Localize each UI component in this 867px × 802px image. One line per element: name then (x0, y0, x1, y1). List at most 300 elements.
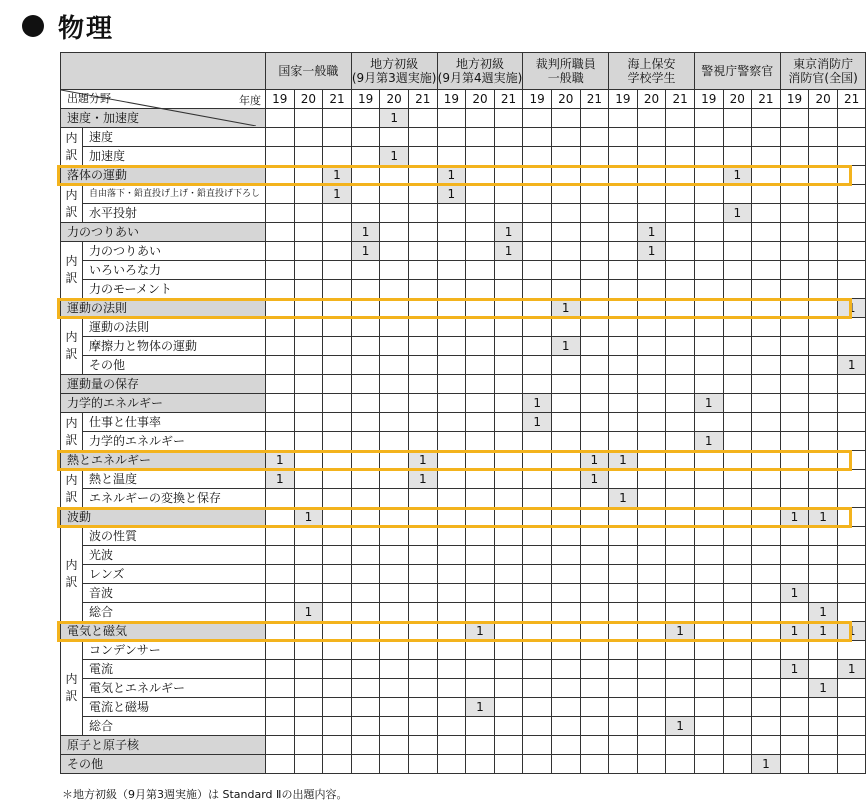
count-cell (752, 622, 781, 641)
count-cell (580, 698, 609, 717)
count-cell (580, 489, 609, 508)
count-cell (323, 603, 352, 622)
count-cell (466, 394, 495, 413)
count-cell (437, 432, 466, 451)
count-cell: 1 (637, 242, 666, 261)
count-cell (551, 527, 580, 546)
count-cell (523, 717, 552, 736)
count-cell (580, 413, 609, 432)
count-cell (408, 299, 437, 318)
count-cell: 1 (266, 470, 295, 489)
count-cell (723, 698, 752, 717)
count-cell (466, 565, 495, 584)
sub-category-label (83, 356, 266, 375)
breakdown-label: 内訳 (61, 413, 83, 451)
count-cell (723, 546, 752, 565)
count-cell (408, 147, 437, 166)
count-cell (580, 622, 609, 641)
count-cell (580, 147, 609, 166)
count-cell (609, 109, 638, 128)
count-cell (351, 736, 380, 755)
count-cell: 1 (523, 413, 552, 432)
count-cell (637, 147, 666, 166)
count-cell (780, 565, 809, 584)
year-header: 20 (294, 90, 323, 109)
count-cell (523, 375, 552, 394)
count-cell (637, 261, 666, 280)
count-cell (723, 755, 752, 774)
count-cell (523, 508, 552, 527)
count-cell (551, 546, 580, 565)
count-cell (266, 204, 295, 223)
count-cell (466, 527, 495, 546)
count-cell (294, 318, 323, 337)
count-cell: 1 (780, 660, 809, 679)
count-cell (723, 451, 752, 470)
count-cell (837, 242, 866, 261)
count-cell (780, 603, 809, 622)
count-cell (351, 508, 380, 527)
count-cell (523, 318, 552, 337)
table-row (61, 280, 866, 299)
count-cell (266, 185, 295, 204)
table-row (61, 508, 866, 527)
count-cell (380, 299, 409, 318)
count-cell (437, 204, 466, 223)
count-cell (780, 698, 809, 717)
count-cell (408, 337, 437, 356)
count-cell (266, 679, 295, 698)
count-cell (580, 185, 609, 204)
count-cell (408, 565, 437, 584)
count-cell (266, 527, 295, 546)
count-cell (408, 717, 437, 736)
count-cell (351, 584, 380, 603)
count-cell (523, 356, 552, 375)
row-label: 電気とエネルギー (89, 680, 186, 695)
count-cell (523, 280, 552, 299)
count-cell (408, 109, 437, 128)
count-cell (723, 223, 752, 242)
count-cell (637, 698, 666, 717)
count-cell (551, 166, 580, 185)
main-category-label (61, 166, 266, 185)
count-cell (694, 508, 723, 527)
count-cell (437, 755, 466, 774)
sub-category-label (83, 603, 266, 622)
count-cell (551, 242, 580, 261)
count-cell (780, 375, 809, 394)
count-cell (809, 717, 838, 736)
count-cell (408, 641, 437, 660)
count-cell (580, 546, 609, 565)
count-cell (408, 128, 437, 147)
count-cell (609, 546, 638, 565)
table-row (61, 432, 866, 451)
count-cell (466, 356, 495, 375)
count-cell (752, 736, 781, 755)
count-cell (580, 603, 609, 622)
breakdown-label: 内訳 (61, 641, 83, 736)
count-cell (694, 698, 723, 717)
count-cell (580, 717, 609, 736)
main-category-label (61, 299, 266, 318)
header-group-line2: 一般職 (547, 71, 584, 85)
count-cell (494, 755, 523, 774)
main-category-label (61, 736, 266, 755)
count-cell (609, 318, 638, 337)
count-cell: 1 (294, 508, 323, 527)
count-cell (408, 223, 437, 242)
count-cell (809, 565, 838, 584)
count-cell (380, 128, 409, 147)
count-cell (494, 128, 523, 147)
count-cell (723, 109, 752, 128)
count-cell (466, 299, 495, 318)
row-label: 速度 (89, 129, 114, 144)
count-cell (266, 375, 295, 394)
count-cell (380, 261, 409, 280)
count-cell (694, 603, 723, 622)
count-cell (380, 337, 409, 356)
count-cell (637, 109, 666, 128)
header-year-row (61, 90, 866, 109)
count-cell (694, 641, 723, 660)
breakdown-label: 内訳 (61, 527, 83, 622)
row-label: 運動の法則 (89, 319, 150, 334)
count-cell (694, 736, 723, 755)
count-cell (294, 128, 323, 147)
count-cell (437, 565, 466, 584)
count-cell (551, 128, 580, 147)
count-cell (637, 394, 666, 413)
header-diagonal-cell (61, 90, 266, 109)
count-cell (351, 755, 380, 774)
breakdown-label: 内訳 (61, 128, 83, 166)
count-cell (609, 223, 638, 242)
year-header: 19 (437, 90, 466, 109)
count-cell (580, 565, 609, 584)
count-cell (666, 375, 695, 394)
count-cell (494, 356, 523, 375)
year-header: 19 (609, 90, 638, 109)
count-cell (494, 470, 523, 489)
count-cell (752, 413, 781, 432)
count-cell (466, 679, 495, 698)
count-cell (752, 565, 781, 584)
count-cell (637, 527, 666, 546)
count-cell (437, 736, 466, 755)
count-cell (523, 166, 552, 185)
table-row (61, 489, 866, 508)
count-cell (266, 565, 295, 584)
count-cell (752, 185, 781, 204)
count-cell (837, 755, 866, 774)
count-cell (723, 679, 752, 698)
count-cell (837, 280, 866, 299)
count-cell (266, 432, 295, 451)
count-cell (837, 736, 866, 755)
count-cell (323, 375, 352, 394)
count-cell (780, 204, 809, 223)
count-cell (294, 375, 323, 394)
row-label: 摩擦力と物体の運動 (89, 338, 198, 353)
count-cell: 1 (323, 166, 352, 185)
count-cell (809, 242, 838, 261)
count-cell (780, 451, 809, 470)
count-cell (666, 337, 695, 356)
count-cell (694, 128, 723, 147)
count-cell (437, 109, 466, 128)
count-cell (294, 717, 323, 736)
count-cell (494, 451, 523, 470)
count-cell (294, 736, 323, 755)
count-cell (294, 242, 323, 261)
count-cell (323, 527, 352, 546)
count-cell (837, 603, 866, 622)
table-row (61, 660, 866, 679)
count-cell (752, 470, 781, 489)
count-cell (637, 375, 666, 394)
count-cell (294, 489, 323, 508)
count-cell (837, 318, 866, 337)
bunya-label: 出題分野 (67, 92, 111, 105)
header-group-6 (780, 53, 866, 90)
count-cell (437, 128, 466, 147)
count-cell (694, 109, 723, 128)
count-cell (723, 375, 752, 394)
count-cell (408, 489, 437, 508)
count-cell (580, 299, 609, 318)
count-cell (609, 698, 638, 717)
count-cell (666, 299, 695, 318)
count-cell (551, 394, 580, 413)
count-cell (466, 242, 495, 261)
count-cell (694, 660, 723, 679)
year-header: 20 (551, 90, 580, 109)
count-cell (837, 147, 866, 166)
main-category-label (61, 375, 266, 394)
count-cell (551, 375, 580, 394)
count-cell (809, 698, 838, 717)
count-cell (494, 584, 523, 603)
count-cell (551, 641, 580, 660)
count-cell (666, 527, 695, 546)
count-cell (609, 128, 638, 147)
year-header: 19 (266, 90, 295, 109)
header-group-row (61, 53, 866, 90)
sub-category-label (83, 185, 266, 204)
count-cell (266, 223, 295, 242)
count-cell (294, 337, 323, 356)
year-header: 19 (351, 90, 380, 109)
count-cell (323, 394, 352, 413)
count-cell (837, 527, 866, 546)
count-cell (408, 432, 437, 451)
count-cell (437, 147, 466, 166)
count-cell (466, 717, 495, 736)
count-cell (609, 755, 638, 774)
count-cell (637, 413, 666, 432)
count-cell (494, 698, 523, 717)
count-cell (380, 622, 409, 641)
count-cell (351, 375, 380, 394)
count-cell: 1 (323, 185, 352, 204)
count-cell: 1 (294, 603, 323, 622)
count-cell (551, 717, 580, 736)
count-cell (523, 698, 552, 717)
count-cell (580, 432, 609, 451)
count-cell (351, 546, 380, 565)
count-cell (380, 394, 409, 413)
count-cell (408, 755, 437, 774)
count-cell (351, 109, 380, 128)
count-cell (351, 451, 380, 470)
count-cell (837, 128, 866, 147)
count-cell (780, 128, 809, 147)
count-cell (837, 413, 866, 432)
count-cell (609, 204, 638, 223)
count-cell (380, 280, 409, 299)
table-row (61, 679, 866, 698)
count-cell: 1 (380, 147, 409, 166)
count-cell (466, 318, 495, 337)
count-cell (780, 755, 809, 774)
header-group-line2: 消防官(全国) (788, 71, 858, 85)
count-cell: 1 (752, 755, 781, 774)
count-cell (551, 223, 580, 242)
count-cell (351, 641, 380, 660)
count-cell: 1 (837, 299, 866, 318)
count-cell (266, 622, 295, 641)
sub-category-label (83, 318, 266, 337)
header-group-4 (609, 53, 695, 90)
count-cell (580, 584, 609, 603)
count-cell (523, 470, 552, 489)
table-row (61, 736, 866, 755)
count-cell (837, 185, 866, 204)
count-cell (837, 470, 866, 489)
count-cell: 1 (351, 223, 380, 242)
count-cell (323, 565, 352, 584)
count-cell (408, 204, 437, 223)
count-cell (494, 318, 523, 337)
count-cell (294, 147, 323, 166)
count-cell (694, 223, 723, 242)
count-cell (266, 299, 295, 318)
count-cell (437, 489, 466, 508)
count-cell (551, 489, 580, 508)
count-cell (408, 508, 437, 527)
count-cell: 1 (466, 622, 495, 641)
count-cell: 1 (837, 622, 866, 641)
count-cell (637, 603, 666, 622)
row-label: 熱と温度 (89, 471, 138, 486)
row-label: 熱とエネルギー (67, 452, 152, 467)
count-cell (666, 204, 695, 223)
count-cell (294, 584, 323, 603)
sub-category-label (83, 432, 266, 451)
count-cell (437, 223, 466, 242)
count-cell: 1 (837, 356, 866, 375)
count-cell (351, 622, 380, 641)
count-cell: 1 (551, 299, 580, 318)
main-category-label (61, 451, 266, 470)
count-cell (494, 660, 523, 679)
count-cell (523, 223, 552, 242)
count-cell (523, 432, 552, 451)
count-cell (609, 660, 638, 679)
count-cell (723, 736, 752, 755)
count-cell (637, 660, 666, 679)
year-header: 19 (523, 90, 552, 109)
count-cell (351, 166, 380, 185)
count-cell (523, 109, 552, 128)
count-cell (723, 660, 752, 679)
count-cell (694, 546, 723, 565)
count-cell: 1 (809, 622, 838, 641)
count-cell (580, 242, 609, 261)
count-cell (523, 584, 552, 603)
count-cell (809, 318, 838, 337)
count-cell (437, 641, 466, 660)
table-row (61, 242, 866, 261)
count-cell (809, 432, 838, 451)
count-cell (837, 546, 866, 565)
year-header: 20 (809, 90, 838, 109)
count-cell (694, 299, 723, 318)
count-cell (380, 546, 409, 565)
count-cell (523, 660, 552, 679)
count-cell (609, 603, 638, 622)
count-cell: 1 (809, 679, 838, 698)
count-cell (494, 147, 523, 166)
count-cell (609, 413, 638, 432)
count-cell (551, 584, 580, 603)
count-cell (809, 299, 838, 318)
count-cell (323, 698, 352, 717)
row-label: 落体の運動 (67, 167, 128, 182)
count-cell (466, 413, 495, 432)
count-cell (694, 622, 723, 641)
count-cell (351, 603, 380, 622)
count-cell (351, 261, 380, 280)
count-cell (408, 375, 437, 394)
count-cell (294, 166, 323, 185)
count-cell (723, 261, 752, 280)
count-cell (380, 698, 409, 717)
count-cell: 1 (437, 185, 466, 204)
count-cell (694, 375, 723, 394)
count-cell (780, 166, 809, 185)
count-cell: 1 (694, 432, 723, 451)
count-cell (351, 698, 380, 717)
count-cell (580, 660, 609, 679)
count-cell (323, 451, 352, 470)
row-label: 運動量の保存 (67, 376, 140, 391)
count-cell (637, 736, 666, 755)
year-header: 21 (494, 90, 523, 109)
count-cell (580, 280, 609, 299)
sub-category-label (83, 584, 266, 603)
count-cell (694, 717, 723, 736)
count-cell (666, 223, 695, 242)
count-cell (466, 470, 495, 489)
count-cell (809, 128, 838, 147)
title-text: 物理 (58, 13, 115, 44)
header-group-0 (266, 53, 352, 90)
count-cell (494, 679, 523, 698)
